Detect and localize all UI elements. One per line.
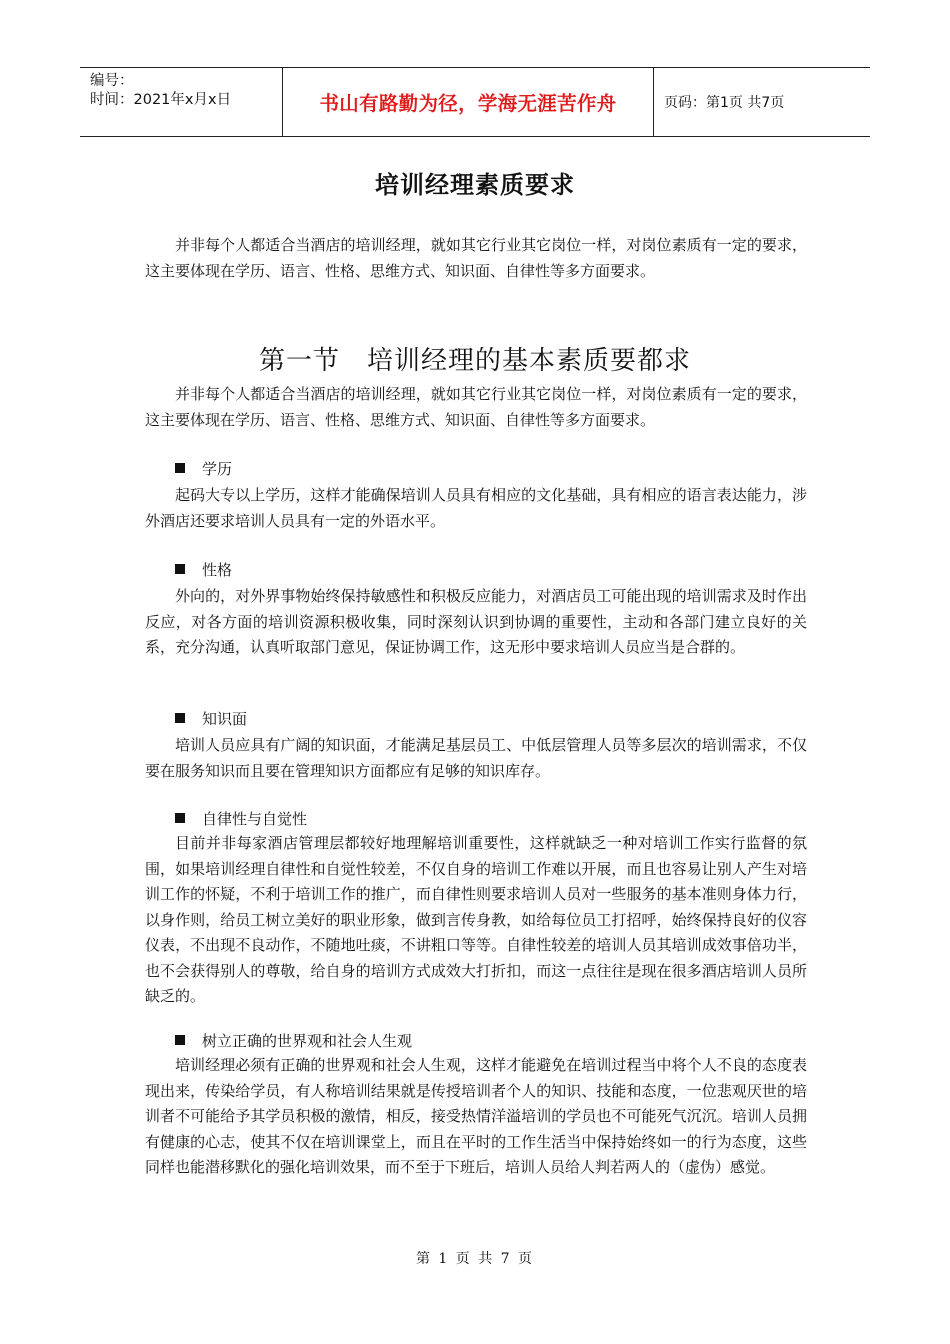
square-bullet-icon <box>175 564 185 574</box>
paragraph-self-discipline: 目前并非每家酒店管理层都较好地理解培训重要性，这样就缺乏一种对培训工作实行监督的氛围，如果培训经理自律性和自觉性较差，不仅自身的培训工作难以开展，而且也容易让别人产生对培训工作的怀疑，不利于培训工作的推广，而自律性则要求培训人员对一些服务的基本准则身体力行，以身作则，给员工树立美好的职业形象，做到言传身教，如给每位员工打招呼，始终保持良好的仪容仪表，不出现不良动作，不随地吐痰，不讲粗口等等。自律性较差的培训人员其培训成效事倍功半，也不会获得别人的尊敬，给自身的培训方式成效大打折扣，而这一点往往是现在很多酒店培训人员所缺乏的。 <box>145 834 807 1005</box>
document-title: 培训经理素质要求 <box>375 171 575 199</box>
header-motto: 书山有路勤为径，学海无涯苦作舟 <box>319 92 617 115</box>
square-bullet-icon <box>175 813 185 823</box>
heading-education-label: 学历 <box>202 460 233 478</box>
heading-education <box>175 458 232 480</box>
paragraph-personality: 外向的，对外界事物始终保持敏感性和积极反应能力，对酒店员工可能出现的培训需求及时作出反应，对各方面的培训资源积极收集，同时深刻认识到协调的重要性，主动和各部门建立良好的关系，充分沟通，认真听取部门意见，保证协调工作，这无形中要求培训人员应当是合群的。 <box>145 587 807 656</box>
heading-worldview-label: 树立正确的世界观和社会人生观 <box>202 1032 413 1050</box>
heading-self-discipline-label: 自律性与自觉性 <box>202 810 308 828</box>
heading-self-discipline <box>175 808 307 830</box>
header-left-cell <box>80 68 282 136</box>
page-footer: 第 1 页 共 7 页 <box>415 1251 535 1267</box>
heading-knowledge-label: 知识面 <box>202 710 248 728</box>
paragraph-knowledge: 培训人员应具有广阔的知识面，才能满足基层员工、中低层管理人员等多层次的培训需求，不仅要在服务知识而且要在管理知识方面都应有足够的知识库存。 <box>145 736 807 780</box>
heading-personality <box>175 559 232 581</box>
square-bullet-icon <box>175 713 185 723</box>
square-bullet-icon <box>175 463 185 473</box>
header-motto-cell <box>282 68 654 136</box>
page-header <box>80 67 870 137</box>
paragraph-education: 起码大专以上学历，这样才能确保培训人员具有相应的文化基础，具有相应的语言表达能力，涉外酒店还要求培训人员具有一定的外语水平。 <box>145 486 807 530</box>
header-page-info: 页码：第1页 共7页 <box>664 95 785 111</box>
section-intro-paragraph: 并非每个人都适合当酒店的培训经理，就如其它行业其它岗位一样，对岗位素质有一定的要求，这主要体现在学历、语言、性格、思维方式、知识面、自律性等多方面要求。 <box>145 385 807 429</box>
heading-worldview <box>175 1030 412 1052</box>
section-title: 第一节 培训经理的基本素质要都求 <box>258 346 691 376</box>
paragraph-worldview: 培训经理必须有正确的世界观和社会人生观，这样才能避免在培训过程当中将个人不良的态度表现出来，传染给学员，有人称培训结果就是传授培训者个人的知识、技能和态度，一位悲观厌世的培训者不可能给予其学员积极的激情，相反，接受热情洋溢培训的学员也不可能死气沉沉。培训人员拥有健康的心志，使其不仅在培训课堂上，而且在平时的工作生活当中保持始终如一的行为态度，这些同样也能潜移默化的强化培训效果，而不至于下班后，培训人员给人判若两人的（虚伪）感觉。 <box>145 1056 807 1176</box>
square-bullet-icon <box>175 1035 185 1045</box>
heading-knowledge <box>175 708 247 730</box>
intro-paragraph: 并非每个人都适合当酒店的培训经理，就如其它行业其它岗位一样，对岗位素质有一定的要求，这主要体现在学历、语言、性格、思维方式、知识面、自律性等多方面要求。 <box>145 236 807 280</box>
header-date: 时间：2021年x月x日 <box>90 92 232 108</box>
heading-personality-label: 性格 <box>202 561 233 579</box>
header-number: 编号： <box>90 73 134 89</box>
